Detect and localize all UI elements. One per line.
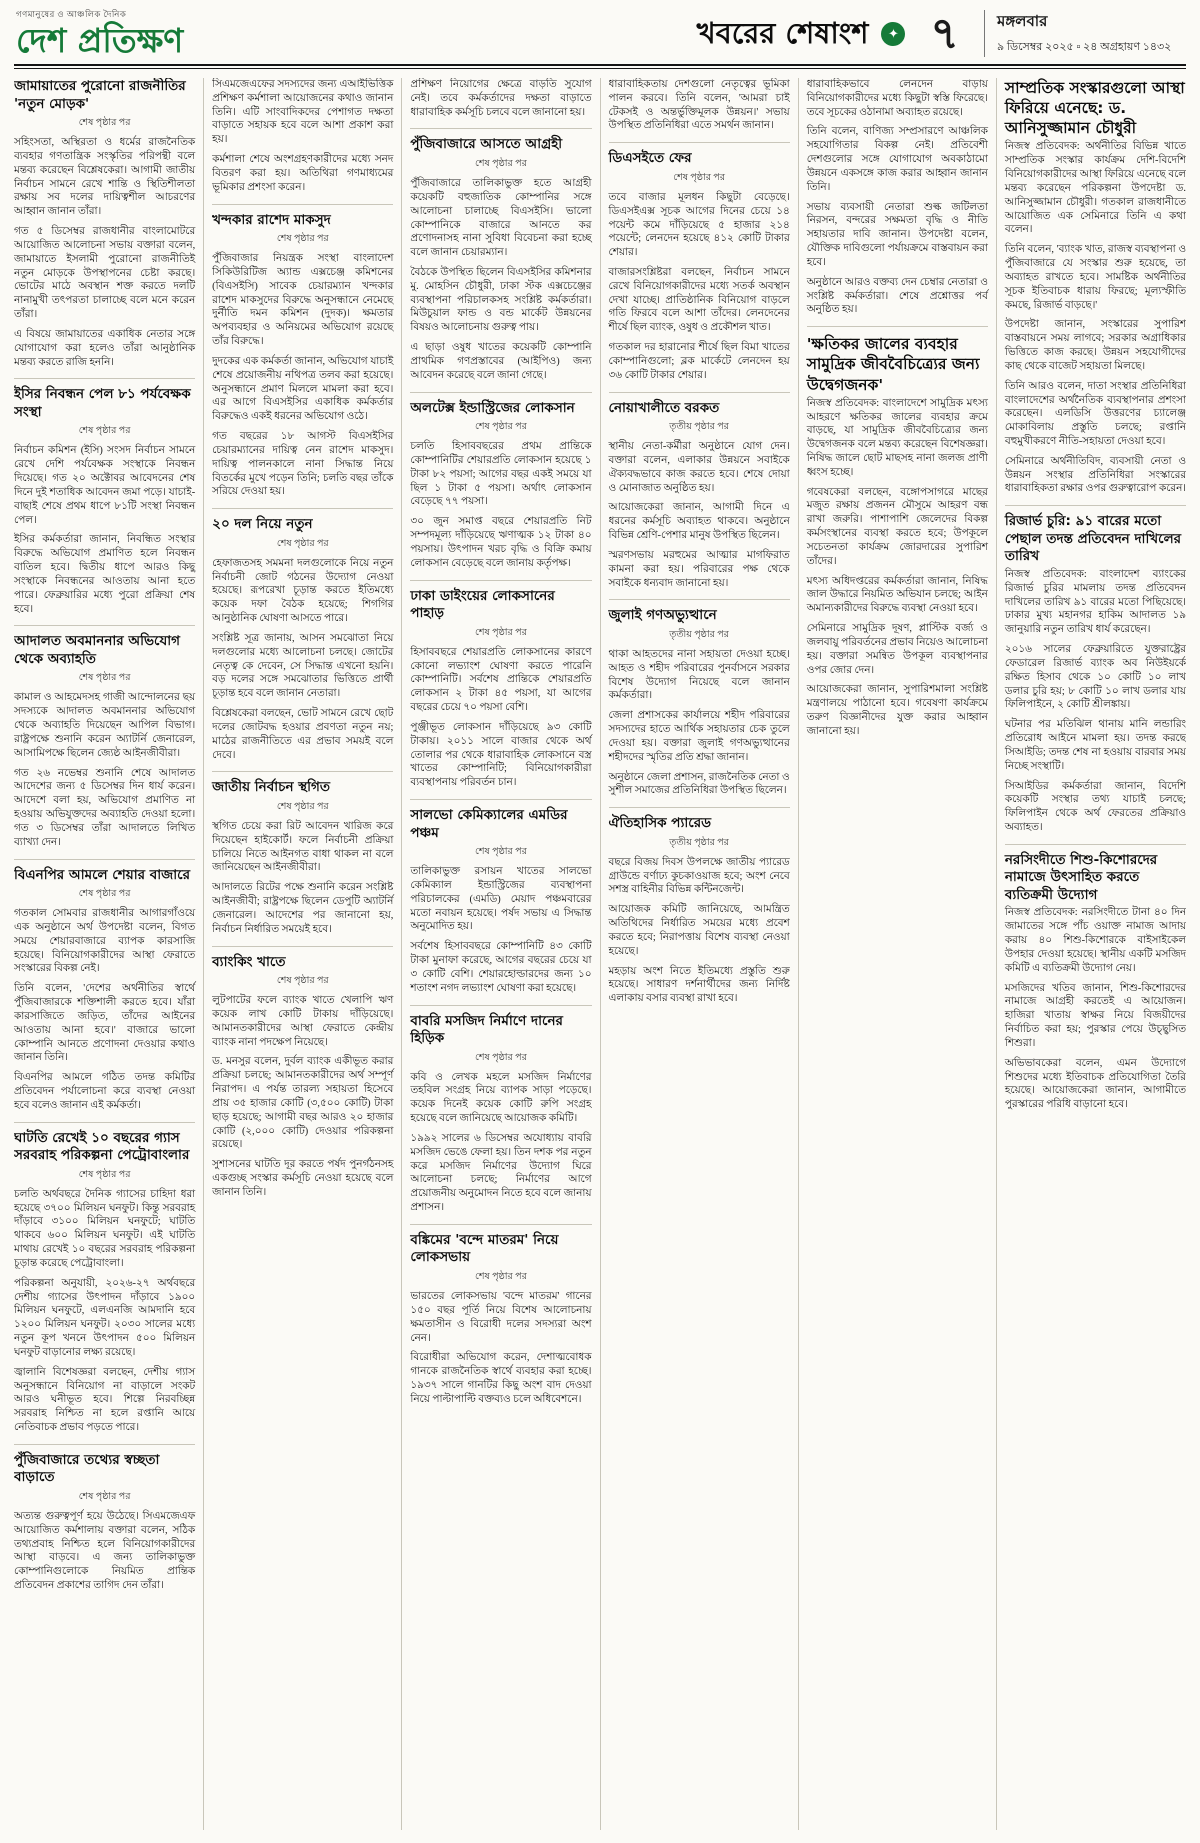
article-paragraph: সংশ্লিষ্ট সূত্র জানায়, আসন সমঝোতা নিয়ে দলগুলোর মধ্যে আলোচনা চলছে। জোটের নেতৃত্ব কে দেবেন, সে সিদ্ধান্ত এখনো হয়নি। বড় দলের সঙ্গে সমঝোতার ভিত্তিতে প্রার্থী চূড়ান্ত হবে বলে জানান নেতারা। [212,632,394,700]
article-paragraph: নিজস্ব প্রতিবেদক: অর্থনীতির বিভিন্ন খাতে সাম্প্রতিক সংস্কার কার্যক্রম দেশি-বিদেশি বিনিয়োগকারীদের আস্থা ফিরিয়ে এনেছে বলে মন্তব্য করেছেন পরিকল্পনা উপদেষ্টা ড. আনিসুজ্জামান চৌধুরী। গতকাল রাজধানীতে আয়োজিত এক সেমিনারে তিনি এ কথা বলেন। [1004,141,1186,236]
article-headline: ঘাটতি রেখেই ১০ বছরের গ্যাস সরবরাহ পরিকল্পনা পেট্রোবাংলার [14,1129,190,1164]
article-headline: আদালত অবমাননার অভিযোগ থেকে অব্যাহতি [14,633,180,667]
article-paragraph: মসজিদের খতিব জানান, শিশু-কিশোরদের নামাজে আগ্রহী করতেই এ আয়োজন। হাজিরা খাতায় স্বাক্ষর নিয়ে বিজয়ীদের নির্বাচিত করা হয়; পুরস্কার পেয়ে উচ্ছ্বসিত শিশুরা। [1004,982,1186,1049]
article-headline: ঢাকা ডাইংয়ের লোকসানের পাহাড় [410,587,555,622]
article-paragraph: বিশ্লেষকেরা বলছেন, ভোট সামনে রেখে ছোট দলের জোটবদ্ধ হওয়ার প্রবণতা নতুন নয়; মাঠের রাজনীতিতে এর প্রভাব সময়ই বলে দেবে। [212,708,394,761]
masthead-tagline: গণমানুষের ও আঞ্চলিক দৈনিক [16,9,127,19]
continued-from-marker: শেষ পৃষ্ঠার পর [276,976,329,987]
article-headline: পুঁজিবাজারে আসতে আগ্রহী [410,136,563,153]
article-paragraph: হিসাববছরে শেয়ারপ্রতি লোকসানের কারণে কোনো লভ্যাংশ ঘোষণা করতে পারেনি কোম্পানিটি। সর্বশেষ প্রান্তিকে শেয়ারপ্রতি লোকসান ২ টাকা ৪৫ পয়সা, যা আগের বছরের চেয়ে ৭০ পয়সা বেশি। [410,646,592,714]
article [410,1224,591,1407]
article-headline: পুঁজিবাজারে তথ্যের স্বচ্ছতা বাড়াতে [14,1451,160,1486]
article-paragraph: তিনি বলেন, 'ব্যাংক খাত, রাজস্ব ব্যবস্থাপনা ও পুঁজিবাজারে যে সংস্কার শুরু হয়েছে, তা অব্যাহত রাখতে হবে। সামষ্টিক অর্থনীতির সূচক ইতিবাচক ধারায় ফিরছে; মূল্যস্ফীতি কমছে, রিজার্ভ বাড়ছে।' [1004,244,1186,311]
continued-from-marker: শেষ পৃষ্ঠার পর [475,1272,527,1283]
continued-from-marker: শেষ পৃষ্ঠার পর [475,159,527,170]
article-paragraph: তিনি আরও বলেন, দাতা সংস্থার প্রতিনিধিরা বাংলাদেশের অর্থনৈতিক ব্যবস্থাপনার প্রশংসা করেছেন। এলডিসি উত্তরণের চ্যালেঞ্জ মোকাবিলায় প্রস্তুতি চলছে; রপ্তানি বহুমুখীকরণে নীতি-সহায়তা দেওয়া হবে। [1004,380,1186,447]
article-paragraph: ড. মনসুর বলেন, দুর্বল ব্যাংক একীভূত করার প্রক্রিয়া চলছে; আমানতকারীদের অর্থ সম্পূর্ণ নিরাপদ। এ পর্যন্ত তারল্য সহায়তা হিসেবে প্রায় ৩৫ হাজার কোটি (৩,৫০০ কোটি) টাকা ছাড় হয়েছে; আগামী বছর আরও ২০ হাজার কোটি (২,০০০ কোটি) দেওয়ার পরিকল্পনা রয়েছে। [212,1056,394,1151]
article-paragraph: সেমিনারে অর্থনীতিবিদ, ব্যবসায়ী নেতা ও উন্নয়ন সংস্থার প্রতিনিধিরা সংস্কারের ধারাবাহিকতা রক্ষার ওপর গুরুত্বারোপ করেন। [1004,455,1186,495]
article [212,508,393,762]
article-paragraph: ধারাবাহিকভাবে লেনদেন বাড়ায় বিনিয়োগকারীদের মধ্যে কিছুটা স্বস্তি ফিরেছে। তবে সূচকের ওঠানামা অব্যাহত রয়েছে। [806,79,988,118]
article [212,78,393,195]
article [14,378,195,616]
continued-from-marker: শেষ পৃষ্ঠার পর [475,1052,527,1063]
article-paragraph: কবি ও লেখক মহলে মসজিদ নির্মাণের তহবিল সংগ্রহ নিয়ে ব্যাপক সাড়া পড়েছে। কয়েক দিনেই কয়েক কোটি রুপি সংগ্রহ হয়েছে বলে জানিয়েছে আয়োজক কমিটি। [410,1071,592,1125]
article [14,1444,195,1593]
article-paragraph: মৎস্য অধিদপ্তরের কর্মকর্তারা জানান, নিষিদ্ধ জাল উদ্ধারে নিয়মিত অভিযান চলছে; আইন অমান্যকারীদের বিরুদ্ধে ব্যবস্থা নেওয়া হবে। [806,575,988,615]
page-number: ৭ [930,7,959,59]
article-paragraph: সভায় ব্যবসায়ী নেতারা শুল্ক জটিলতা নিরসন, বন্দরের সক্ষমতা বৃদ্ধি ও নীতি সহায়তার দাবি জানান। উপদেষ্টা বলেন, যৌক্তিক দাবিগুলো পর্যায়ক্রমে বাস্তবায়ন করা হবে। [806,201,988,268]
article-headline: ইসির নিবন্ধন পেল ৮১ পর্যবেক্ষক সংস্থা [14,386,191,420]
date-line: ৯ ডিসেম্বর ২০২৫ ▫ ২৪ অগ্রহায়ণ ১৪৩২ [997,41,1172,53]
article-paragraph: নির্বাচন কমিশন (ইসি) সংসদ নির্বাচন সামনে রেখে দেশি পর্যবেক্ষক সংস্থাকে নিবন্ধন দিয়েছে। গত ২০ অক্টোবর আবেদনের শেষ দিনে দুই শতাধিক আবেদন জমা পড়ে। যাচাই-বাছাই শেষে প্রথম ধাপে ৮১টি সংস্থা নিবন্ধন পেল। [14,445,196,526]
section-title: খবরের শেষাংশ [696,16,869,50]
article-paragraph: অত্যন্ত গুরুত্বপূর্ণ হয়ে উঠেছে। সিএমজেএফ আয়োজিত কর্মশালায় বক্তারা বলেন, সঠিক তথ্যপ্রবাহ নিশ্চিত হলে বিনিয়োগকারীদের আস্থা বাড়বে। এ জন্য তালিকাভুক্ত কোম্পানিগুলোকে নিয়মিত প্রান্তিক প্রতিবেদন প্রকাশের তাগিদ দেন তাঁরা। [14,1510,196,1592]
article [1005,844,1186,1112]
article-headline: সাম্প্রতিক সংস্কারগুলো আস্থা ফিরিয়ে এনেছে: ড. আনিসুজ্জামান চৌধুরী [1004,79,1185,138]
article-paragraph: বৈঠকে উপস্থিত ছিলেন বিএসইসির কমিশনার মু. মোহসিন চৌধুরী, ঢাকা স্টক এক্সচেঞ্জের ব্যবস্থাপনা পরিচালকসহ সংশ্লিষ্ট কর্মকর্তারা। মিউচুয়াল ফান্ড ও বন্ড মার্কেট উন্নয়নের বিষয়ও আলোচনায় গুরুত্ব পায়। [410,267,592,334]
article [1005,78,1186,496]
continued-from-marker: শেষ পৃষ্ঠার পর [475,422,527,433]
article-paragraph: গতকাল দর হারানোর শীর্ষে ছিল বিমা খাতের কোম্পানিগুলো; ব্লক মার্কেটে লেনদেন হয় ৩৬ কোটি টাকার শেয়ার। [608,342,790,381]
article-headline: খন্দকার রাশেদ মাকসুদ [212,211,331,228]
article-paragraph: জ্বালানি বিশেষজ্ঞরা বলছেন, দেশীয় গ্যাস অনুসন্ধানে বিনিয়োগ না বাড়ালে সংকট আরও ঘনীভূত হবে। শিল্পে নিরবচ্ছিন্ন সরবরাহ নিশ্চিত না হলে রপ্তানি আয়ে নেতিবাচক প্রভাব পড়তে পারে। [14,1366,196,1434]
article [14,78,195,369]
article-headline: রিজার্ভ চুরি: ৯১ বারের মতো পেছাল তদন্ত প্রতিবেদন দাখিলের তারিখ [1004,513,1182,565]
article-headline: ডিএসইতে ফের [608,150,692,167]
continued-from-marker: শেষ পৃষ্ঠার পর [78,118,131,129]
article-paragraph: আয়োজক কমিটি জানিয়েছে, আমন্ত্রিত অতিথিদের নির্ধারিত সময়ের মধ্যে প্রবেশ করতে হবে; নিরাপত্তায় বিশেষ ব্যবস্থা নেওয়া হয়েছে। [608,904,790,957]
article-paragraph: ঘটনার পর মতিঝিল থানায় মানি লন্ডারিং প্রতিরোধ আইনে মামলা হয়। তদন্ত করছে সিআইডি; তদন্ত শেষ না হওয়ায় বারবার সময় নিচ্ছে সংস্থাটি। [1004,719,1186,772]
article-headline: নোয়াখালীতে বরকত [608,399,720,416]
article-paragraph: বিএনপির আমলে গঠিত তদন্ত কমিটির প্রতিবেদন পর্যালোচনা করে ব্যবস্থা নেওয়া হবে বলেও জানান এই কর্মকর্তা। [14,1072,196,1111]
article-paragraph: সিএমজেএফের সদস্যদের জন্য এআইভিত্তিক প্রশিক্ষণ কর্মশালা আয়োজনের কথাও জানান তিনি। এটি সাংবাদিকদের পেশাগত দক্ষতা বাড়াতে সহায়ক হবে বলে আশা প্রকাশ করা হয়। [212,79,394,146]
news-column-4 [601,78,799,1830]
article-paragraph: লুটপাটের ফলে ব্যাংক খাতে খেলাপি ঋণ কয়েক লাখ কোটি টাকায় দাঁড়িয়েছে। আমানতকারীদের আস্থা ফেরাতে কেন্দ্রীয় ব্যাংক নানা পদক্ষেপ নিয়েছে। [212,995,394,1048]
article-headline: বঙ্কিমের 'বন্দে মাতরম' নিয়ে লোকসভায় [410,1231,559,1266]
continued-from-marker: শেষ পৃষ্ঠার পর [78,426,131,437]
article-paragraph: পরিকল্পনা অনুযায়ী, ২০২৬-২৭ অর্থবছরে দেশীয় গ্যাসের উৎপাদন দাঁড়াবে ১৯০০ মিলিয়ন ঘনফুটে, এলএনজি আমদানি হবে ১২০০ মিলিয়ন ঘনফুট। ২০৩০ সালের মধ্যে নতুন কূপ খননে উৎপাদন ৫০০ মিলিয়ন ঘনফুট বাড়ানোর লক্ষ্য রয়েছে। [14,1277,196,1358]
masthead-block [16,8,184,60]
article [410,1005,591,1215]
article-paragraph: আদালতে রিটের পক্ষে শুনানি করেন সংশ্লিষ্ট আইনজীবী; রাষ্ট্রপক্ষে ছিলেন ডেপুটি অ্যাটর্নি জেনারেল। আদেশের পর জানানো হয়, নির্বাচন নির্ধারিত সময়েই হবে। [212,882,394,935]
article-paragraph: ২০১৬ সালের ফেব্রুয়ারিতে যুক্তরাষ্ট্রের ফেডারেল রিজার্ভ ব্যাংক অব নিউইয়র্কে রক্ষিত হিসাব থেকে ১০ কোটি ১০ লাখ ডলার চুরি হয়; ৮ কোটি ১০ লাখ ডলার যায় ফিলিপাইনে, ২ কোটি শ্রীলঙ্কায়। [1004,644,1186,711]
section-emblem-icon: ✦ [881,22,905,46]
article-headline: ২০ দল নিয়ে নতুন [212,516,313,533]
date-block [984,10,1184,57]
continued-from-marker: তৃতীয় পৃষ্ঠার পর [669,837,729,848]
article-paragraph: নিজস্ব প্রতিবেদক: বাংলাদেশে সামুদ্রিক মৎস্য আহরণে ক্ষতিকর জালের ব্যবহার ক্রমে বাড়ছে, যা সামুদ্রিক জীববৈচিত্র্যের জন্য উদ্বেগজনক বল‌ে মন্তব্য করেছেন বিশেষজ্ঞরা। নিষিদ্ধ জালে ছোট মাছসহ নানা জলজ প্রাণী ধ্বংস হচ্ছে। [806,397,988,478]
article-paragraph: তবে বাজার মূলধন কিছুটা বেড়েছে। ডিএসইএক্স সূচক আগের দিনের চেয়ে ১৪ পয়েন্ট কমে দাঁড়িয়েছে ৫ হাজার ২১৪ পয়েন্টে; লেনদেন হয়েছে ৪১২ কোটি টাকার শেয়ার। [608,191,790,259]
article [609,392,790,591]
continued-from-marker: তৃতীয় পৃষ্ঠার পর [669,422,729,433]
article [807,326,988,738]
article-paragraph: স্থগিত চেয়ে করা রিট আবেদন খারিজ করে দিয়েছেন হাইকোর্ট। ফলে নির্বাচনী প্রক্রিয়া চালিয়ে নিতে আইনগত বাধা থাকল না বলে জানিয়েছেন আইনজীবীরা। [212,820,394,874]
article-paragraph: ৩০ জুন সমাপ্ত বছরে শেয়ারপ্রতি নিট সম্পদমূল্য দাঁড়িয়েছে ঋণাত্মক ১২ টাকা ৪০ পয়সায়। উৎপাদন খরচ বৃদ্ধি ও বিক্রি কমায় লোকসান বেড়েছে বলে জানায় কর্তৃপক্ষ। [410,516,592,569]
article-headline: বাবরি মসজিদ নির্মাণে দানের হিড়িক [410,1012,563,1047]
article-headline: জামায়াতের পুরোনো রাজনীতির 'নতুন মোড়ক' [14,78,186,112]
article-paragraph: বাজারসংশ্লিষ্টরা বলছেন, নির্বাচন সামনে রেখে বিনিয়োগকারীদের মধ্যে সতর্ক অবস্থান দেখা যাচ্ছে। প্রাতিষ্ঠানিক বিনিয়োগ বাড়লে গতি ফিরবে বলে আশা তাঁদের। লেনদেনের শীর্ষে ছিল ব্যাংক, ওষুধ ও প্রকৌশল খাত। [608,267,790,334]
article-headline: নরসিংদীতে শিশু-কিশোরদের নামাজে উৎসাহিত করতে ব্যতিক্রমী উদ্যোগ [1004,851,1158,903]
header-rule-thick [14,64,1186,66]
article-paragraph: কামাল ও আহমেদসহ গাজী আন্দোলনের ছয় সদস্যকে আদালত অবমাননার অভিযোগ থেকে অব্যাহতি দিয়েছেন আপিল বিভাগ। রাষ্ট্রপক্ষে শুনানি করেন অ্যাটর্নি জেনারেল, আসামিপক্ষে ছিলেন জ্যেষ্ঠ আইনজীবীরা। [14,692,196,759]
article-paragraph: গত ৫ ডিসেম্বর রাজধানীর বাংলামোটরে আয়োজিত আলোচনা সভায় বক্তারা বলেন, জামায়াতে ইসলামী পুরোনো রাজনীতিই নতুন মোড়কে উপস্থাপনের চেষ্টা করছে। ভোটের মাঠে অবস্থান শক্ত করতে দলটি নানামুখী তৎপরতা চালাচ্ছে বলে মনে করেন তাঁরা। [14,226,196,321]
article-paragraph: অভিভাবকেরা বলেন, এমন উদ্যোগে শিশুদের মধ্যে ইতিবাচক প্রতিযোগিতা তৈরি হয়েছে। আয়োজকেরা জানান, আগামীতে পুরস্কারের পরিধি বাড়ানো হবে। [1004,1057,1186,1111]
continued-from-marker: শেষ পৃষ্ঠার পর [78,889,131,900]
article-paragraph: সুশাসনের ঘাটতি দূর করতে পর্ষদ পুনর্গঠনসহ একগুচ্ছ সংস্কার কর্মসূচি নেওয়া হয়েছে বলে জানান তিনি। [212,1159,394,1198]
continued-from-marker: শেষ পৃষ্ঠার পর [78,1491,131,1502]
article [609,78,790,133]
article-paragraph: তালিকাভুক্ত রসায়ন খাতের সালভো কেমিক্যাল ইন্ডাস্ট্রিজের ব্যবস্থাপনা পরিচালকের (এমডি) মেয়াদ পঞ্চমবারের মতো নবায়ন হয়েছে। পর্ষদ সভায় এ সিদ্ধান্ত অনুমোদিত হয়। [410,866,592,933]
article-paragraph: স্মরণসভায় মরহুমের আত্মার মাগফিরাত কামনা করা হয়। পরিবারের পক্ষ থেকে সবাইকে ধন্যবাদ জানানো হয়। [608,549,790,589]
continued-from-marker: শেষ পৃষ্ঠার পর [276,801,329,812]
header-right [696,7,1184,59]
article-paragraph: বছরে বিজয় দিবস উপলক্ষে জাতীয় প্যারেড গ্রাউন্ডে বর্ণাঢ্য কুচকাওয়াজ হবে; অংশ নেবে সশস্ত্র বাহিনীর বিভিন্ন কন্টিনজেন্ট। [608,856,790,896]
article-paragraph: সর্বশেষ হিসাববছরে কোম্পানিটি ৪৩ কোটি টাকা মুনাফা করেছে, আগের বছরের চেয়ে যা ৩ কোটি বেশি। শেয়ারহোল্ডারদের জন্য ১০ শতাংশ নগদ লভ্যাংশ ঘোষণা করা হয়েছে। [410,941,592,994]
article [609,599,790,798]
article [807,78,988,317]
news-column-3 [402,78,600,1830]
article [1005,505,1186,835]
article-paragraph: মহড়ায় অংশ নিতে ইতিমধ্যে প্রস্তুতি শুরু হয়েছে। সাধারণ দর্শনার্থীদের জন্য নির্দিষ্ট এলাকায় বসার ব্যবস্থা রাখা হবে। [608,965,790,1005]
article [410,580,591,790]
article-paragraph: গত ২৬ নভেম্বর শুনানি শেষে আদালত আদেশের জন্য ৫ ডিসেম্বর দিন ধার্য করেন। আদেশে বলা হয়, অভিযোগ প্রমাণিত না হওয়ায় অভিযুক্তদের অব্যাহতি দেওয়া হলো। গত ৩ ডিসেম্বর তাঁরা আদালতে লিখিত ব্যাখ্যা দেন। [14,767,196,848]
article-paragraph: স্থানীয় নেতা-কর্মীরা অনুষ্ঠানে যোগ দেন। বক্তারা বলেন, এলাকার উন্নয়নে সবাইকে ঐক্যবদ্ধভাবে কাজ করতে হবে। শেষে দোয়া ও মোনাজাত অনুষ্ঠিত হয়। [608,441,790,494]
article-paragraph: গতকাল সোমবার রাজধানীর আগারগাঁওয়ে এক অনুষ্ঠানে অর্থ উপদেষ্টা বলেন, বিগত সময়ে শেয়ারবাজারে ব্যাপক কারসাজি হয়েছে। বিনিয়োগকারীদের আস্থা ফেরাতে সংস্কারের বিকল্প নেই। [14,908,196,975]
article-paragraph: উপদেষ্টা জানান, সংস্কারের সুপারিশ বাস্তবায়নে সময় লাগবে; সরকার অগ্রাধিকার ভিত্তিতে কাজ করছে। উন্নয়ন সহযোগীদের কাছ থেকে বাজেট সহায়তা মিলছে। [1004,319,1186,372]
article-paragraph: থাকা আহতদের নানা সহায়তা দেওয়া হচ্ছে। আহত ও শহীদ পরিবারের পুনর্বাসনে সরকার বিশেষ উদ্যোগ নিয়েছে বলে জানান কর্মকর্তারা। [608,649,790,702]
article-paragraph: নিজস্ব প্রতিবেদক: নরসিংদীতে টানা ৪০ দিন জামাতের সঙ্গে পাঁচ ওয়াক্ত নামাজ আদায় করায় ৪০ শিশু-কিশোরকে বাইসাইকেল উপহার দেওয়া হয়েছে। স্থানীয় একটি মসজিদ কমিটি এ ব্যতিক্রমী উদ্যোগ নেয়। [1004,907,1186,974]
article-paragraph: অনুষ্ঠানে জেলা প্রশাসন, রাজনৈতিক নেতা ও সুশীল সমাজের প্রতিনিধিরা উপস্থিত ছিলেন। [608,771,790,797]
continued-from-marker: শেষ পৃষ্ঠার পর [78,1169,131,1180]
article-paragraph: হেফাজতসহ সমমনা দলগুলোকে নিয়ে নতুন নির্বাচনী জোট গঠনের উদ্যোগ নেওয়া হয়েছে। রূপরেখা চূড়ান্ত করতে ইতিমধ্যে কয়েক দফা বৈঠক হয়েছে; শিগগির আনুষ্ঠানিক ঘোষণা আসতে পারে। [212,557,394,625]
article [14,1122,195,1435]
article-paragraph: দুদকের এক কর্মকর্তা জানান, অভিযোগ যাচাই শেষে প্রয়োজনীয় নথিপত্র তলব করা হয়েছে। অনুসন্ধানে প্রমাণ মিললে মামলা করা হবে। এর আগে বিএসইসির একাধিক কর্মকর্তার বিরুদ্ধেও একই ধরনের অভিযোগ ওঠে। [212,355,394,423]
article [410,799,591,996]
article-headline: জাতীয় নির্বাচন স্থগিত [212,779,330,796]
article-paragraph: গত বছরের ১৮ আগস্ট বিএসইসির চেয়ারম্যানের দায়িত্ব নেন রাশেদ মাকসুদ। দায়িত্ব পালনকালে নানা সিদ্ধান্ত নিয়ে বিতর্কের মুখে পড়েন তিনি; চলতি বছর তাঁকে সরিয়ে দেওয়া হয়। [212,431,394,498]
article [609,142,790,382]
continued-from-marker: শেষ পৃষ্ঠার পর [673,172,725,183]
news-column-5 [799,78,997,1830]
article-headline: অলটেক্স ইন্ডাস্ট্রিজের লোকসান [410,399,575,416]
article-headline: জুলাই গণঅভ্যুত্থানে [608,607,717,624]
article-headline: 'ক্ষতিকর জালের ব্যবহার সামুদ্রিক জীববৈচিত্র্যের জন্য উদ্বেগজনক' [806,335,980,394]
article-paragraph: জেলা প্রশাসকের কার্যালয়ে শহীদ পরিবারের সদস্যদের হাতে আর্থিক সহায়তার চেক তুলে দেওয়া হয়। বক্তারা জুলাই গণঅভ্যুত্থানের শহীদদের স্মৃতির প্রতি শ্রদ্ধা জানান। [608,710,790,763]
article [212,771,393,936]
article [410,78,591,119]
article [212,946,393,1200]
article [609,807,790,1006]
article-paragraph: ইসির কর্মকর্তারা জানান, নিবন্ধিত সংস্থার বিরুদ্ধে অভিযোগ প্রমাণিত হলে নিবন্ধন বাতিল হবে। দ্বিতীয় ধাপে আরও কিছু সংস্থাকে নিবন্ধনের আওতায় আনা হতে পারে। ফেব্রুয়ারির মধ্যে পুরো প্রক্রিয়া শেষ হবে। [14,534,196,615]
article-paragraph: পুঁজিবাজার নিয়ন্ত্রক সংস্থা বাংলাদেশ সিকিউরিটিজ অ্যান্ড এক্সচেঞ্জ কমিশনের (বিএসইসি) সাবেক চেয়ারম্যান খন্দকার রাশেদ মাকসুদের বিরুদ্ধে অনুসন্ধানে নেমেছে দুর্নীতি দমন কমিশন (দুদক)। ক্ষমতার অপব্যবহার ও অনিয়মের অভিযোগ রয়েছে তাঁর বিরুদ্ধে। [212,253,394,348]
article-paragraph: অনুষ্ঠানে আরও বক্তব্য দেন চেম্বার নেতারা ও সংশ্লিষ্ট কর্মকর্তারা। শেষে প্রশ্নোত্তর পর্ব অনুষ্ঠিত হয়। [806,276,988,316]
article [410,392,591,571]
continued-from-marker: শেষ পৃষ্ঠার পর [475,627,527,638]
article-paragraph: পুঁজিবাজারে তালিকাভুক্ত হতে আগ্রহী কয়েকটি বহুজাতিক কোম্পানির সঙ্গে আলোচনা চালাচ্ছে বিএসইসি। ভালো কোম্পানিকে বাজারে আনতে কর প্রণোদনাসহ নানা সুবিধা বিবেচনা করা হচ্ছে বলে জানান চেয়ারম্যান। [410,178,592,259]
page-header [14,6,1186,64]
article-paragraph: নিজস্ব প্রতিবেদক: বাংলাদেশ ব্যাংকের রিজার্ভ চুরির মামলায় তদন্ত প্রতিবেদন দাখিলের তারিখ ৯১ বারের মতো পিছিয়েছে। ঢাকার মুখ্য মহানগর হাকিম আদালত ১৯ জানুয়ারি নতুন তারিখ ধার্য করেছেন। [1004,568,1186,636]
article [410,128,591,382]
article-paragraph: বিরোধীরা অভিযোগ করেন, দেশাত্মবোধক গানকে রাজনৈতিক স্বার্থে ব্যবহার করা হচ্ছে। ১৯৩৭ সালে গানটির কিছু অংশ বাদ দেওয়া নিয়ে পাল্টাপাল্টি বক্তব্যও চলে অধিবেশনে। [410,1352,592,1405]
article [14,625,195,849]
continued-from-marker: শেষ পৃষ্ঠার পর [475,847,527,858]
article-paragraph: তিনি বলেন, 'দেশের অর্থনীতির স্বার্থে পুঁজিবাজারকে শক্তিশালী করতে হবে। যাঁরা কারসাজিতে জড়িত, তাঁদের আইনের আওতায় আনা হবে।' বাজারে ভালো কোম্পানি আনতে প্রণোদনা দেওয়ার কথাও জানান তিনি। [14,983,196,1064]
article-paragraph: তিনি বলেন, বাণিজ্য সম্প্রসারণে আঞ্চলিক সহযোগিতার বিকল্প নেই। প্রতিবেশী দেশগুলোর সঙ্গে যোগাযোগ অবকাঠামো উন্নয়নে একসঙ্গে কাজ করার আহ্বান জানান তিনি। [806,126,988,193]
article-paragraph: ধারাবাহিকতায় দেশগুলো নেতৃত্বের ভূমিকা পালন করবে। তিনি বলেন, 'আমরা চাই টেকসই ও অন্তর্ভুক্তিমূলক উন্নয়ন।' সভায় উপস্থিত প্রতিনিধিরা এতে সমর্থন জানান। [608,79,790,132]
article [14,859,195,1113]
news-column-1 [14,78,204,1830]
continued-from-marker: তৃতীয় পৃষ্ঠার পর [669,630,729,640]
article-paragraph: এ বিষয়ে জামায়াতের একাধিক নেতার সঙ্গে যোগাযোগ করা হলেও তাঁরা আনুষ্ঠানিক মন্তব্য করতে রাজি হননি। [14,328,196,368]
article-paragraph: আয়োজকেরা জানান, সুপারিশমালা সংশ্লিষ্ট মন্ত্রণালয়ে পাঠানো হবে। গবেষণা কার্যক্রমে তরুণ বিজ্ঞানীদের যুক্ত করার আহ্বান জানানো হয়। [806,684,988,737]
article-headline: ব্যাংকিং খাতে [212,953,286,970]
article-paragraph: ভারতের লোকসভায় 'বন্দে মাতরম' গানের ১৫০ বছর পূর্তি নিয়ে বিশেষ আলোচনায় ক্ষমতাসীন ও বিরোধী দলের সদস্যরা অংশ নেন। [410,1291,592,1344]
article-paragraph: সেমিনারে সামুদ্রিক দূষণ, প্লাস্টিক বর্জ্য ও জলবায়ু পরিবর্তনের প্রভাব নিয়েও আলোচনা হয়। বক্তারা সমন্বিত উপকূল ব্যবস্থাপনার ওপর জোর দেন। [806,623,988,676]
article-paragraph: আয়োজকেরা জানান, আগামী দিনে এ ধরনের কর্মসূচি অব্যাহত থাকবে। অনুষ্ঠানে বিভিন্ন শ্রেণি-পেশার মানুষ উপস্থিত ছিলেন। [608,502,790,542]
article-paragraph: এ ছাড়া ওষুধ খাতের কয়েকটি কোম্পানি প্রাথমিক গণপ্রস্তাবের (আইপিও) জন্য আবেদন করেছে বলে জানা গেছে। [410,342,592,381]
columns [14,78,1186,1830]
continued-from-marker: শেষ পৃষ্ঠার পর [276,234,329,245]
article-paragraph: সহিংসতা, অস্থিরতা ও ধর্মের রাজনৈতিক ব্যবহার গণতান্ত্রিক সংস্কৃতির পরিপন্থী বলে মন্তব্য করেছেন বিশ্লেষকেরা। আগামী জাতীয় নির্বাচন সামনে রেখে শান্তি ও স্থিতিশীলতা রক্ষায় সব দলের দায়িত্বশীল আচরণের আহ্বান জানান তাঁরা। [14,137,196,218]
article-paragraph: কর্মশালা শেষে অংশগ্রহণকারীদের মধ্যে সনদ বিতরণ করা হয়। অতিথিরা গণমাধ্যমের ভূমিকার প্রশংসা করেন। [212,154,394,193]
continued-from-marker: শেষ পৃষ্ঠার পর [78,673,131,684]
article-paragraph: প্রশিক্ষণ নিয়োগের ক্ষেত্রে বাড়তি সুযোগ নেই। তবে কর্মকর্তাদের দক্ষতা বাড়াতে ধারাবাহিক কর্মসূচি চলবে বলে জানানো হয়। [410,79,592,118]
article-paragraph: ১৯৯২ সালের ৬ ডিসেম্বর অযোধ্যায় বাবরি মসজিদ ভেঙে ফেলা হয়। তিন দশক পর নতুন করে মসজিদ নির্মাণের উদ্যোগ ঘিরে আলোচনা চলছে; নির্মাণের আগে প্রয়োজনীয় অনুমোদন নিতে হবে বলে জানায় প্রশাসন। [410,1132,592,1214]
article [212,204,393,500]
news-column-2 [204,78,402,1830]
newspaper-masthead: দেশ প্রতিক্ষণ [16,21,184,60]
article-paragraph: সিআইডির কর্মকর্তারা জানান, বিদেশি কয়েকটি সংস্থার তথ্য যাচাই চলছে; ফিলিপাইন থেকে অর্থ ফেরতের প্রক্রিয়াও অব্যাহত। [1004,780,1186,834]
article-headline: বিএনপির আমলে শেয়ার বাজারে [14,866,191,883]
article-headline: সালভো কেমিক্যালের এমডির পঞ্চম [410,807,568,841]
article-paragraph: চলতি অর্থবছরে দৈনিক গ্যাসের চাহিদা ধরা হয়েছে ৩৭০০ মিলিয়ন ঘনফুট। কিন্তু সরবরাহ দাঁড়াবে ৩১০০ মিলিয়ন ঘনফুটে; ঘাটতি থাকবে ৬০০ মিলিয়ন ঘনফুট। এই ঘাটতি মাথায় রেখেই ১০ বছরের সরবরাহ পরিকল্পনা চূড়ান্ত করেছে পেট্রোবাংলা। [14,1188,196,1269]
article-paragraph: চলতি হিসাববছরের প্রথম প্রান্তিকে কোম্পানিটির শেয়ারপ্রতি লোকসান হয়েছে ১ টাকা ৮২ পয়সা; আগের বছর একই সময়ে যা ছিল ১ টাকা ৫ পয়সা। অর্থাৎ লোকসান বেড়েছে ৭৭ পয়সা। [410,441,592,508]
article-paragraph: গবেষকেরা বলছেন, বঙ্গোপসাগরে মাছের মজুত রক্ষায় প্রজনন মৌসুমে আহরণ বন্ধ রাখা জরুরি। পাশাপাশি জেলেদের বিকল্প কর্মসংস্থানের ব্যবস্থা করতে হবে; উপকূলে সচেতনতা কার্যক্রম জোরদারের সুপারিশ তাঁদের। [806,486,988,567]
continued-from-marker: শেষ পৃষ্ঠার পর [276,538,329,549]
header-rule-thin [14,68,1186,69]
news-column-6 [997,78,1186,1830]
weekday-label: মঙ্গলবার [997,14,1048,30]
article-paragraph: পুঞ্জীভূত লোকসান দাঁড়িয়েছে ৯৩ কোটি টাকায়। ২০১১ সালে বাজার থেকে অর্থ তোলার পর থেকে ধারাবাহিক লোকসানে বস্ত্র খাতের কোম্পানিটি; বিনিয়োগকারীরা ব্যবস্থাপনায় পরিবর্তন চান। [410,721,592,789]
article-headline: ঐতিহাসিক প্যারেড [608,815,712,832]
